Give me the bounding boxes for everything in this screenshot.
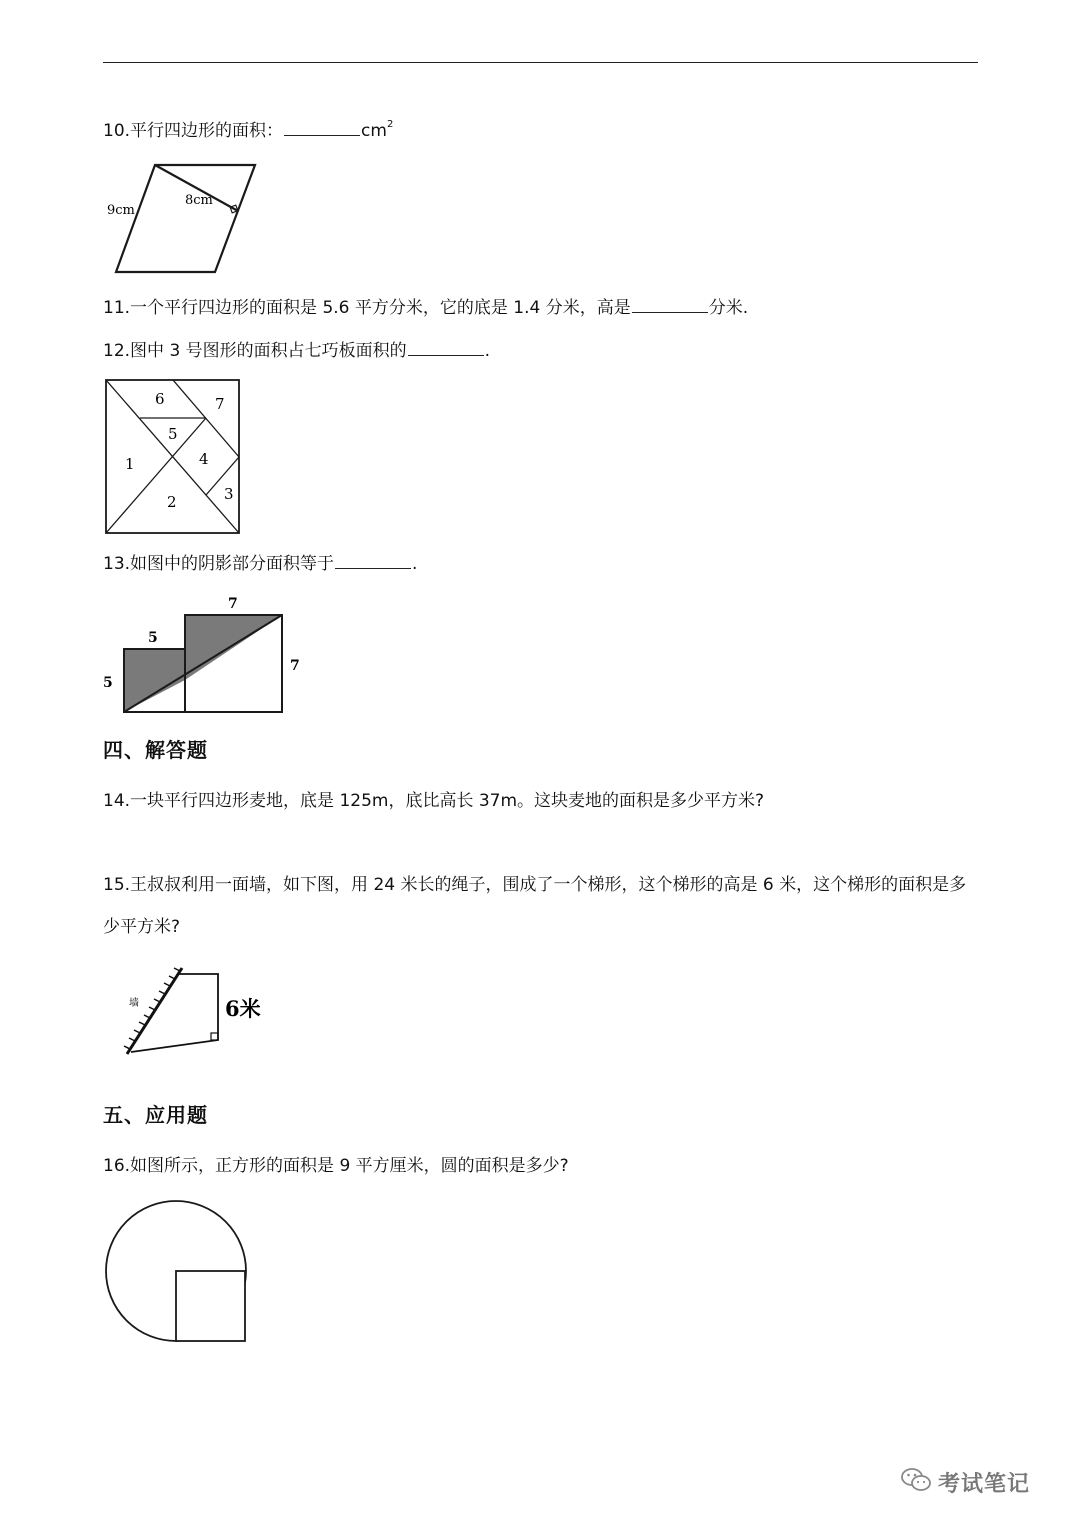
tangram-figure (103, 378, 243, 540)
header-rule (103, 62, 978, 63)
question-13-suffix: . (412, 554, 418, 574)
shaded-area-figure (98, 592, 308, 724)
question-10-text: 10.平行四边形的面积： (103, 121, 284, 141)
tangram-label-4: 4 (199, 450, 209, 468)
tangram-label-7: 7 (215, 395, 225, 413)
section-5-title: 五、应用题 (103, 1103, 208, 1127)
shaded-area-svg (98, 592, 308, 720)
circle-square-figure (103, 1199, 253, 1351)
watermark-text: 考试笔记 (938, 1471, 1031, 1497)
question-16: 16.如图所示，正方形的面积是 9 平方厘米，圆的面积是多少? (103, 1156, 569, 1176)
circle-square-svg (103, 1199, 253, 1347)
wall-label: 墙 (129, 998, 139, 1009)
answer-blank-10 (284, 121, 360, 136)
section-4-title: 四、解答题 (103, 738, 208, 762)
label-top-5: 5 (148, 630, 158, 646)
tangram-label-2: 2 (167, 493, 177, 511)
parallelogram-svg (103, 158, 263, 278)
tangram-label-5: 5 (168, 425, 178, 443)
question-12-text: 12.图中 3 号图形的面积占七巧板面积的 (103, 341, 407, 361)
question-11 (103, 296, 748, 320)
trapezoid-wall-figure (115, 958, 275, 1067)
tangram-line-3 (206, 457, 239, 495)
question-13 (103, 552, 417, 576)
tangram-label-1: 1 (125, 455, 135, 473)
tangram-svg (103, 378, 243, 536)
question-10-unit-sup: 2 (386, 119, 394, 130)
answer-blank-11 (632, 298, 708, 313)
trapezoid-wall-svg (115, 958, 275, 1063)
answer-blank-13 (335, 554, 411, 569)
wechat-icon (900, 1466, 932, 1498)
question-10-unit: cm (361, 121, 387, 141)
parallelogram-figure (103, 158, 263, 282)
trapezoid-right-angle (211, 1033, 218, 1040)
side-label: 9cm (107, 203, 135, 218)
label-left-5: 5 (103, 675, 113, 691)
watermark (900, 1462, 1050, 1502)
question-11-text: 11.一个平行四边形的面积是 5.6 平方分米，它的底是 1.4 分米，高是 (103, 298, 631, 318)
label-top-7: 7 (228, 596, 238, 612)
question-12-suffix: . (484, 341, 491, 361)
question-13-text: 13.如图中的阴影部分面积等于 (103, 554, 335, 574)
tangram-label-3: 3 (224, 485, 234, 503)
trapezoid-rope (131, 974, 218, 1052)
tangram-label-6: 6 (155, 390, 165, 408)
question-12 (103, 339, 490, 363)
question-10 (103, 113, 393, 143)
answer-blank-12 (408, 341, 484, 356)
tangram-diagonal-2 (106, 418, 206, 533)
height-label: 8cm (185, 193, 213, 208)
question-11-suffix: 分米. (708, 298, 749, 318)
wall-line (127, 968, 182, 1054)
question-14: 14.一块平行四边形麦地，底是 125m，底比高长 37m。这块麦地的面积是多少平方米? (103, 791, 765, 811)
trapezoid-height-label: 6米 (225, 996, 261, 1021)
square-shape (176, 1271, 245, 1341)
label-right-7: 7 (290, 658, 300, 674)
question-15: 15.王叔叔利用一面墙，如下图，用 24 米长的绳子，围成了一个梯形，这个梯形的高是 6 米，这个梯形的面积是多少平方米? (103, 875, 967, 937)
